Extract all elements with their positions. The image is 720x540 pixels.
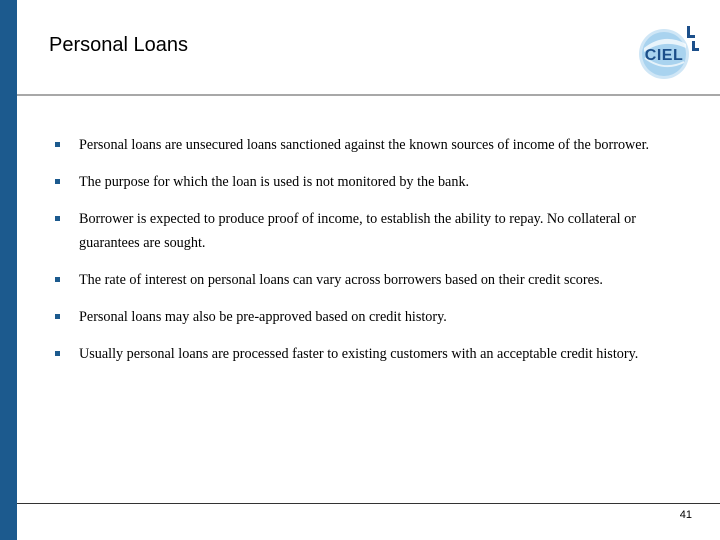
footer-divider	[17, 503, 720, 504]
bullet-item	[55, 133, 675, 157]
square-bullet-icon	[55, 216, 60, 221]
bullet-item	[55, 305, 675, 329]
side-accent-bar	[0, 0, 17, 540]
bullet-item	[55, 342, 675, 366]
square-bullet-icon	[55, 142, 60, 147]
slide-title: Personal Loans	[49, 34, 188, 56]
bullet-text: The rate of interest on personal loans can vary across borrowers based on their credit scores.	[79, 272, 603, 288]
square-bullet-icon	[55, 179, 60, 184]
bullet-item	[55, 170, 675, 194]
header-divider	[17, 94, 720, 96]
ciel-logo-text: CIEL	[644, 47, 684, 64]
bullet-item	[55, 207, 675, 255]
square-bullet-icon	[55, 314, 60, 319]
bullet-text: The purpose for which the loan is used is not monitored by the bank.	[79, 174, 470, 190]
bullet-list	[55, 133, 675, 379]
bullet-item	[55, 268, 675, 292]
page-number: 41	[679, 509, 692, 521]
ciel-logo	[630, 18, 702, 84]
bullet-text: Usually personal loans are processed faster to existing customers with an acceptable credit history.	[79, 346, 639, 362]
square-bullet-icon	[55, 351, 60, 356]
bullet-text: Personal loans are unsecured loans sanctioned against the known sources of income of the borrower.	[79, 137, 650, 153]
bullet-text: Borrower is expected to produce proof of income, to establish the ability to repay. No collateral or guarantees are sought.	[79, 211, 636, 251]
square-bullet-icon	[55, 277, 60, 282]
logo-corner-mark	[687, 26, 699, 51]
bullet-text: Personal loans may also be pre-approved based on credit history.	[79, 309, 447, 325]
